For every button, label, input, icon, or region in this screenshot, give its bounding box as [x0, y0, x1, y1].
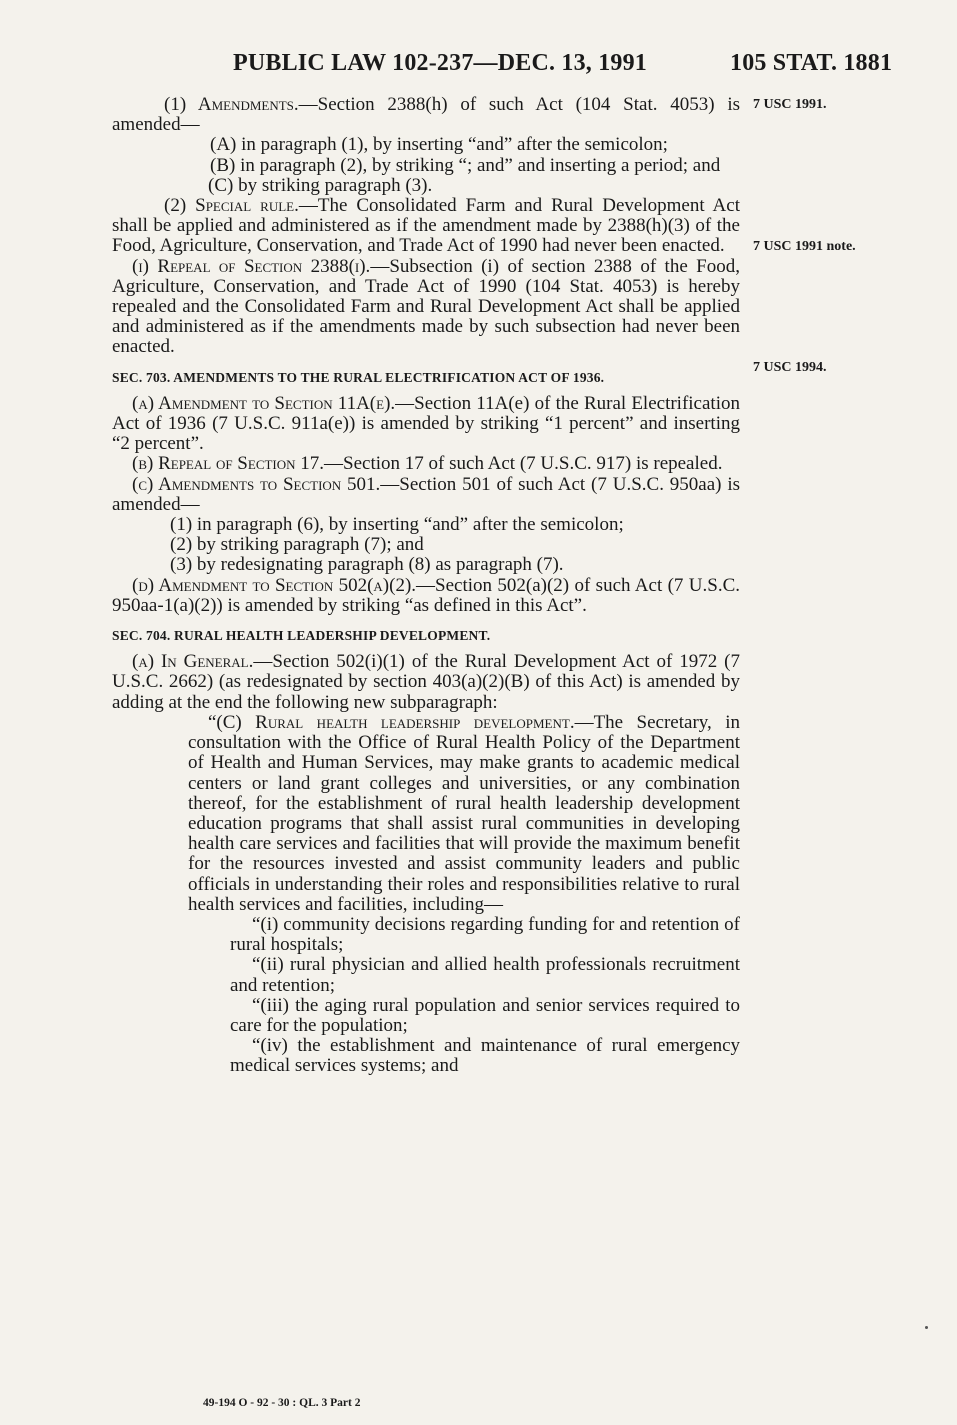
running-header-page: 105 STAT. 1881 — [730, 50, 893, 76]
printer-footer: 49-194 O - 92 - 30 : QL. 3 Part 2 — [203, 1397, 361, 1409]
quoted-clause-i: “(i) community decisions regarding funding for and retention of rural hospitals; — [230, 913, 740, 956]
sec703-a: (a) Amendment to Section 11A(e).—Section 11A(e) of the Rural Electrification Act of 1936 (7 U.S.C. 911a(e)) is amended by striking “1 percent” and inserting “2 percent”. — [112, 392, 740, 455]
quoted-clause-iv: “(iv) the establishment and maintenance of rural emergency medical services systems; and — [230, 1035, 740, 1077]
running-header-title: PUBLIC LAW 102-237—DEC. 13, 1991 — [233, 50, 647, 76]
sec703-c: (c) Amendments to Section 501.—Section 501 of such Act (7 U.S.C. 950aa) is amended— — [112, 473, 741, 515]
sec703-c-3: (3) by redesignating paragraph (8) as paragraph (7). — [170, 554, 564, 576]
paragraph-1b: (B) in paragraph (2), by striking “; and” and inserting a period; and — [210, 154, 721, 176]
quoted-clause-ii: “(ii) rural physician and allied health professionals recruitment and retention; — [230, 954, 740, 996]
sec703-c-1: (1) in paragraph (6), by inserting “and” after the semicolon; — [170, 514, 624, 536]
sec703-d: (d) Amendment to Section 502(a)(2).—Section 502(a)(2) of such Act (7 U.S.C. 950aa-1(a)(2)) is amended by striking “as defined in this Act”. — [112, 574, 740, 616]
speck — [925, 1326, 928, 1329]
margin-note-3: 7 USC 1994. — [753, 360, 827, 375]
sec703-b: (b) Repeal of Section 17.—Section 17 of such Act (7 U.S.C. 917) is repealed. — [132, 453, 723, 475]
section-703-heading: SEC. 703. AMENDMENTS TO THE RURAL ELECTRIFICATION ACT OF 1936. — [112, 369, 605, 385]
quoted-clause-iii: “(iii) the aging rural population and senior services required to care for the population; — [230, 994, 740, 1036]
paragraph-1a: (A) in paragraph (1), by inserting “and” after the semicolon; — [210, 134, 668, 156]
body-text — [112, 95, 740, 1077]
paragraph-2: (2) Special rule.—The Consolidated Farm and Rural Development Act shall be applied and administered as if the amendment made by 2388(h)(3) of the Food, Agriculture, Conservation, and Trade Act of 1990 had never been enacted. — [112, 195, 740, 257]
margin-note-1: 7 USC 1991. — [753, 97, 827, 112]
paragraph-i: (i) Repeal of Section 2388(i).—Subsection (i) of section 2388 of the Food, Agriculture, Conservation, and Trade Act of 1990 (104 Stat. 4053) is hereby repealed and the Consolidated Farm and Rural Development Act shall be applied and administered as if the amendments made by such subsection had never been enacted. — [112, 255, 740, 358]
sec703-c-2: (2) by striking paragraph (7); and — [170, 534, 424, 556]
sec704-a: (a) In General.—Section 502(i)(1) of the Rural Development Act of 1972 (7 U.S.C. 2662) (as redesignated by section 403(a)(2)(B) of this Act) is amended by adding at the end the following new subparagraph: — [112, 651, 740, 713]
paragraph-1c: (C) by striking paragraph (3). — [208, 174, 433, 196]
quoted-subparagraph: “(C) Rural health leadership development.—The Secretary, in consultation with the Office of Rural Health Policy of the Department of Health and Human Services, may make grants to academic medical centers or land grant colleges and universities, or any combination thereof, for the establishment of rural health leadership development education programs that shall assist rural communities in developing health care services and facilities that will provide the maximum benefit for the resources invested and assist community leaders and public officials in understanding their roles and responsibilities relative to rural health services and facilities, including— — [188, 711, 740, 915]
margin-note-2: 7 USC 1991 note. — [753, 239, 856, 254]
section-704-heading: SEC. 704. RURAL HEALTH LEADERSHIP DEVELOPMENT. — [112, 628, 491, 644]
paragraph-1: (1) Amendments.—Section 2388(h) of such Act (104 Stat. 4053) is amended— — [112, 94, 740, 136]
